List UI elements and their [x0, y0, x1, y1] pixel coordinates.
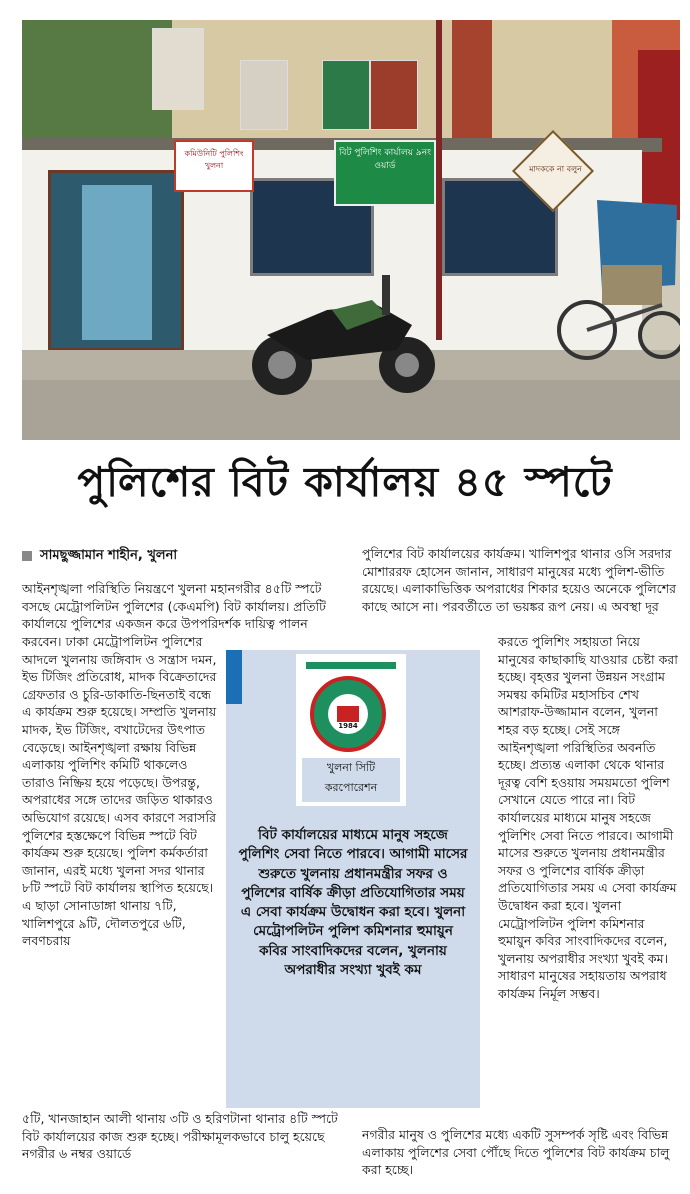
- wall-poster: [322, 60, 370, 130]
- beat-office-sign: বিট পুলিশিং কার্যালয় ৯নং ওয়ার্ড: [334, 140, 436, 206]
- column-1-bottom: [22, 1110, 352, 1163]
- wall-poster: [240, 60, 288, 130]
- paragraph: আইনশৃঙ্খলা পরিস্থিতি নিয়ন্ত্রণে খুলনা মহানগরীর ৪৫টি স্পটে বসছে মেট্রোপলিটন পুলিশের (কেএমপি) বিট কার্যালয়। প্রতিটি কার্যালয়ে পুলিশের একজন করে উপপরিদর্শক দায়িত্ব পালন: [22, 581, 326, 632]
- motorcycle: [237, 265, 447, 405]
- pull-quote: বিট কার্যালয়ের মাধ্যমে মানুষ সহজে পুলিশিং সেবা নিতে পারবে। আগামী মাসের শুরুতে খুলনায় প্রধানমন্ত্রীর সফর ও পুলিশের বার্ষিক ক্রীড়া প্রতিযোগিতার সময় এ সেবা কার্যক্রম উদ্বোধন করা হবে। খুলনা মেট্রোপলিটন পুলিশ কমিশনার হুমায়ুন কবির সাংবাদিকদের বলেন, খুলনায় অপরাধীর সংখ্যা খুবই কম: [238, 827, 468, 979]
- accent-bar: [226, 650, 242, 704]
- column-2-bottom: [362, 1126, 680, 1179]
- logo-emblem: [310, 676, 386, 752]
- column-1-middle: [22, 633, 220, 950]
- wall-poster: [152, 28, 204, 110]
- paragraph: পুলিশের বিট কার্যালয়ের কার্যক্রম। খালিশপুর থানার ওসি সরদার মোশাররফ হোসেন জানান, সাধারণ মানুষের মধ্যে পুলিশ-ভীতি রয়েছে। এলাকাভিত্তিক অপরাধের শিকার হয়েও অনেকে পুলিশের কাছে আসে না। পরবর্তীতে তা ভয়ঙ্কর রূপ নেয়। এ অবস্থা দূর: [362, 546, 676, 614]
- brick-column: [452, 20, 492, 145]
- logo-top-line: [306, 662, 396, 669]
- paragraph: করতে পুলিশিং সহায়তা নিয়ে মানুষের কাছাকাছি যাওয়ার চেষ্টা করা হচ্ছে। বৃহত্তর খুলনা উন্নয়ন সংগ্রাম সমন্বয় কমিটির মহাসচিব শেখ আশরাফ-উজ্জামান বলেন, খুলনা শহর বড় হচ্ছে। সেই সঙ্গে আইনশৃঙ্খলা পরিস্থিতির অবনতি হচ্ছে। প্রত্যন্ত এলাকা থেকে থানার দূরত্ব বেশি হওয়ায় সময়মতো পুলিশ সেখানে যেতে পারে না। বিট কার্যালয়ের মাধ্যমে মানুষ সহজে পুলিশিং সেবা নিতে পারবে। আগামী মাসের শুরুতে খুলনায় প্রধানমন্ত্রীর সফর ও পুলিশের বার্ষিক ক্রীড়া প্রতিযোগিতার সময় এ সেবা কার্যক্রম উদ্বোধন করা হবে। খুলনা মেট্রোপলিটন পুলিশ কমিশনার হুমায়ুন কবির সাংবাদিকদের বলেন, খুলনায় অপরাধীর সংখ্যা খুবই কম। সাধারণ মানুষের সহায়তায় অপরাধ কার্যক্রম নির্মূল সম্ভব।: [498, 634, 678, 1001]
- door-interior: [82, 185, 152, 340]
- byline-text: সামছুজ্জামান শাহীন, খুলনা: [40, 548, 178, 563]
- logo-caption: খুলনা সিটি করপোরেশন: [302, 758, 400, 802]
- rickshaw: [547, 195, 680, 370]
- logo-year: 1984: [338, 722, 358, 730]
- column-1-top: [22, 580, 350, 633]
- community-sign: কমিউনিটি পুলিশিং খুলনা: [174, 140, 254, 192]
- paragraph: ৫টি, খানজাহান আলী থানায় ৩টি ও হরিণটানা থানার ৪টি স্পটে বিট কার্যালয়ের কাজ শুরু হচ্ছে। পরীক্ষামূলকভাবে চালু হয়েছে নগরীর ৬ নম্বর ওয়ার্ডে: [22, 1111, 338, 1162]
- byline-bullet: [22, 551, 32, 561]
- wall-poster: [370, 60, 418, 130]
- column-2-middle: [498, 633, 680, 1002]
- headline: পুলিশের বিট কার্যালয় ৪৫ স্পটে: [77, 458, 613, 506]
- trees: [22, 20, 172, 145]
- byline: [22, 546, 177, 567]
- paragraph: নগরীর মানুষ ও পুলিশের মধ্যে একটি সুসম্পর্ক সৃষ্টি এবং বিভিন্ন এলাকায় পুলিশের সেবা পৌঁছে দিতে পুলিশের বিট কার্যক্রম চালু করা হচ্ছে।: [362, 1127, 670, 1178]
- news-photo: [22, 20, 680, 440]
- house-icon: [337, 706, 359, 722]
- city-corporation-logo: [296, 654, 406, 806]
- anti-drug-sign-text: মাদককে না বলুন: [529, 164, 582, 174]
- paragraph: করবেন। ঢাকা মেট্রোপলিটন পুলিশের আদলে খুলনায় জঙ্গিবাদ ও সন্ত্রাস দমন, ইভ টিজিং প্রতিরোধ, মাদক বিক্রেতাদের গ্রেফতার ও চুরি-ডাকাতি-ছিনতাই বন্ধে এ কার্যক্রম শুরু হয়েছে। সম্প্রতি খুলনায় মাদক, ইভ টিজিং, বখাটেদের উৎপাত বেড়েছে। আইনশৃঙ্খলা রক্ষায় বিভিন্ন এলাকায় পুলিশিং কমিটি থাকলেও তারাও নিষ্ক্রিয় হয়ে পড়েছে। উপরন্তু, অপরাধের সঙ্গে তাদের জড়িত থাকারও অভিযোগ রয়েছে। এসব কারণে সরাসরি পুলিশের হস্তক্ষেপে বিভিন্ন স্পটে বিট কার্যক্রম শুরু হয়েছে। পুলিশ কর্মকর্তারা জানান, এরই মধ্যে খুলনা সদর থানার ৮টি স্পটে বিট কার্যালয় স্থাপিত হয়েছে। এ ছাড়া সোনাডাঙ্গা থানায় ৭টি, খালিশপুরে ৯টি, দৌলতপুরে ৬টি, লবণচরায়: [22, 634, 217, 949]
- logo-inner: [328, 694, 368, 734]
- pull-quote-box: [226, 650, 480, 1108]
- column-2-top: [362, 545, 680, 615]
